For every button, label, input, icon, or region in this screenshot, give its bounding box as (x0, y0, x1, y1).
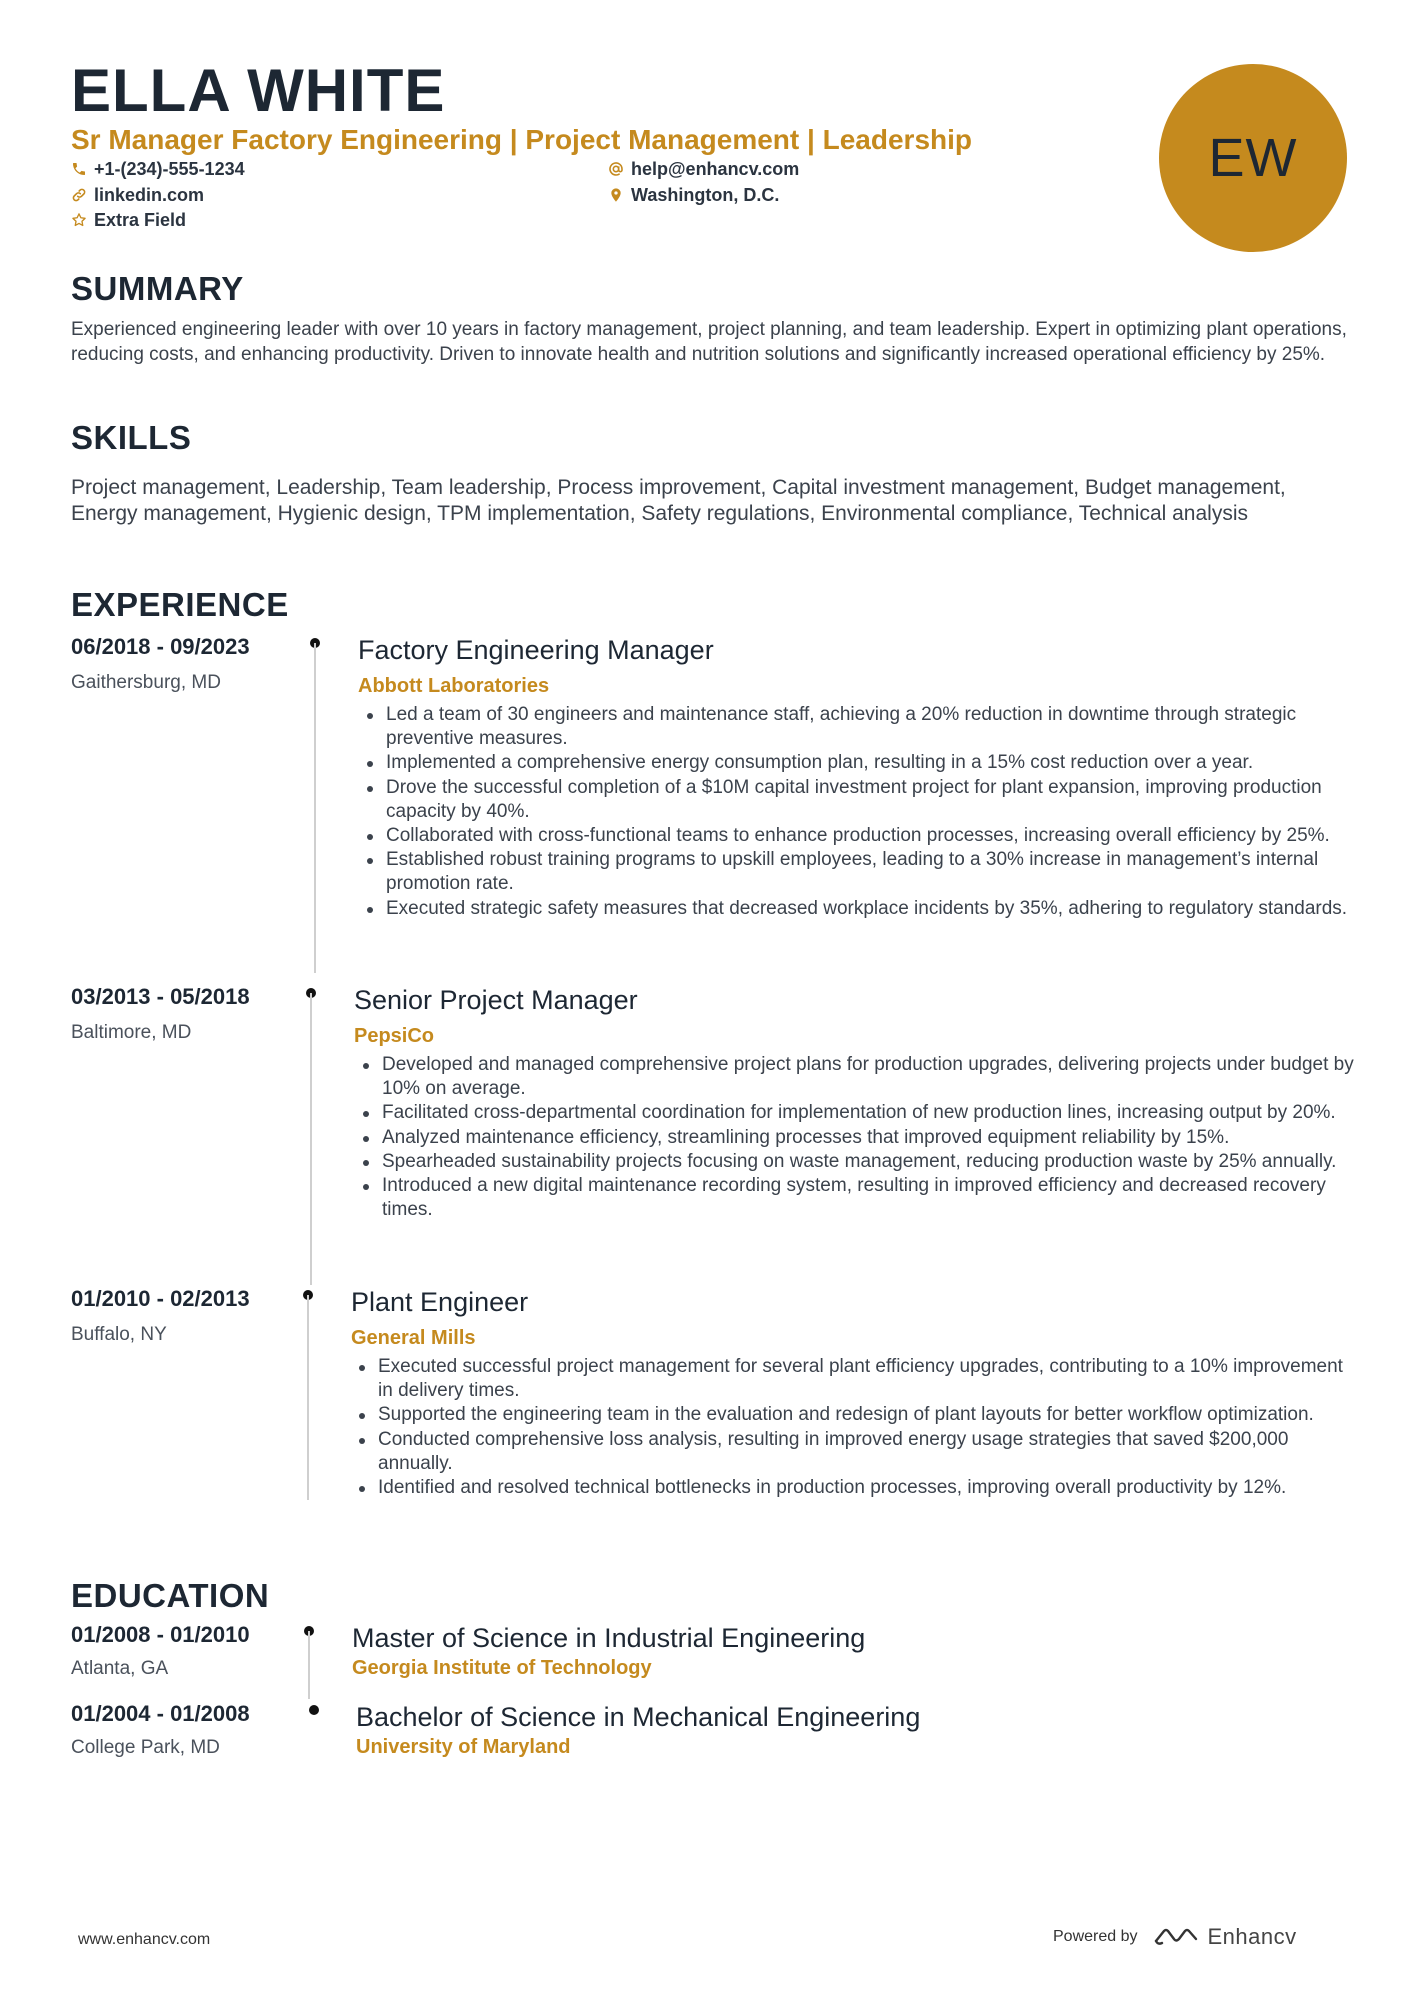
contact-extra (71, 208, 186, 232)
bullet-item: Supported the engineering team in the evaluation and redesign of plant layouts for better workflow optimization. (355, 1403, 1350, 1427)
bullet-item: Established robust training programs to upskill employees, leading to a 30% increase in management’s internal promotion rate. (363, 848, 1353, 896)
experience-location: Baltimore, MD (71, 1022, 192, 1043)
experience-role: Plant Engineer (351, 1287, 529, 1317)
bullet-item: Identified and resolved technical bottlenecks in production processes, improving overall productivity by 12%. (355, 1476, 1350, 1500)
phone-text: +1-(234)-555-1234 (94, 159, 245, 179)
experience-company: PepsiCo (354, 1025, 435, 1047)
bullet-item: Introduced a new digital maintenance recording system, resulting in improved efficiency and decreased recovery times. (359, 1174, 1354, 1222)
education-school: University of Maryland (356, 1736, 571, 1758)
bullet-item: Conducted comprehensive loss analysis, resulting in improved energy usage strategies that saved $200,000 annually. (355, 1428, 1350, 1476)
experience-company: General Mills (351, 1327, 476, 1349)
education-degree: Master of Science in Industrial Engineering (352, 1623, 866, 1653)
linkedin-text: linkedin.com (94, 185, 205, 205)
experience-bullets (363, 703, 1353, 921)
phone-icon (71, 161, 87, 177)
bullet-item: Analyzed maintenance efficiency, streamlining processes that improved equipment reliability by 15%. (359, 1126, 1354, 1150)
experience-company: Abbott Laboratories (358, 675, 550, 697)
powered-by-label: Powered by (1053, 1928, 1138, 1945)
experience-location: Gaithersburg, MD (71, 672, 221, 693)
candidate-name: ELLA WHITE (71, 57, 446, 124)
bullet-item: Developed and managed comprehensive project plans for production upgrades, delivering projects under budget by 10% on average. (359, 1053, 1354, 1101)
brand-logo (1152, 1924, 1297, 1950)
education-location: College Park, MD (71, 1737, 220, 1758)
bullet-item: Spearheaded sustainability projects focusing on waste management, reducing production waste by 25% annually. (359, 1150, 1354, 1174)
contact-email[interactable] (608, 157, 799, 181)
at-icon (608, 161, 624, 177)
education-dates: 01/2004 - 01/2008 (71, 1701, 250, 1726)
link-icon (71, 187, 87, 203)
education-heading: EDUCATION (71, 1577, 270, 1614)
location-text: Washington, D.C. (631, 185, 780, 205)
timeline-line (308, 1631, 310, 1699)
avatar (1159, 64, 1347, 252)
email-text: help@enhancv.com (631, 159, 800, 179)
skills-heading: SKILLS (71, 419, 192, 456)
enhancv-logo-icon (1152, 1925, 1200, 1949)
timeline-line (307, 1295, 309, 1500)
timeline-line (310, 993, 312, 1285)
experience-dates: 01/2010 - 02/2013 (71, 1286, 250, 1311)
skills-text: Project management, Leadership, Team leadership, Process improvement, Capital investment management, Budget management, Energy management, Hygienic design, TPM implementation, Safety regulations, Environmental compliance, Technical analysis (71, 476, 1286, 525)
education-degree: Bachelor of Science in Mechanical Engineering (356, 1702, 921, 1732)
experience-dates: 06/2018 - 09/2023 (71, 634, 250, 659)
education-school: Georgia Institute of Technology (352, 1657, 652, 1679)
education-location: Atlanta, GA (71, 1658, 169, 1679)
contact-linkedin[interactable] (71, 183, 204, 207)
avatar-initials: EW (1208, 128, 1298, 188)
bullet-item: Executed strategic safety measures that decreased workplace incidents by 35%, adhering to regulatory standards. (363, 897, 1353, 921)
summary-heading: SUMMARY (71, 270, 244, 307)
footer-branding[interactable] (1053, 1924, 1297, 1950)
extra-text: Extra Field (94, 210, 187, 230)
experience-dates: 03/2013 - 05/2018 (71, 984, 250, 1009)
bullet-item: Drove the successful completion of a $10M capital investment project for plant expansion, improving production capacity by 40%. (363, 776, 1353, 824)
education-dates: 01/2008 - 01/2010 (71, 1622, 250, 1647)
bullet-item: Implemented a comprehensive energy consumption plan, resulting in a 15% cost reduction over a year. (363, 751, 1353, 775)
contact-phone[interactable] (71, 157, 245, 181)
brand-name: Enhancv (1207, 1924, 1297, 1949)
candidate-title: Sr Manager Factory Engineering | Project Management | Leadership (71, 124, 973, 155)
bullet-item: Executed successful project management for several plant efficiency upgrades, contributing to a 10% improvement in delivery times. (355, 1355, 1350, 1403)
bullet-item: Led a team of 30 engineers and maintenance staff, achieving a 20% reduction in downtime through strategic preventive measures. (363, 703, 1353, 751)
experience-role: Factory Engineering Manager (358, 635, 714, 665)
footer-website[interactable]: www.enhancv.com (78, 1931, 211, 1948)
bullet-item: Collaborated with cross-functional teams to enhance production processes, increasing overall efficiency by 25%. (363, 824, 1353, 848)
experience-location: Buffalo, NY (71, 1324, 167, 1345)
location-pin-icon (608, 187, 624, 203)
timeline-line (314, 643, 316, 973)
contact-location (608, 183, 779, 207)
star-icon (71, 212, 87, 228)
experience-heading: EXPERIENCE (71, 586, 289, 623)
experience-role: Senior Project Manager (354, 985, 638, 1015)
experience-bullets (359, 1053, 1354, 1222)
bullet-item: Facilitated cross-departmental coordination for implementation of new production lines, increasing output by 20%. (359, 1101, 1354, 1125)
timeline-dot (309, 1705, 319, 1715)
summary-text: Experienced engineering leader with over 10 years in factory management, project planning, and team leadership. Expert in optimizing plant operations, reducing costs, and enhancing productivity. Driven to innovate health and nutrition solutions and significantly increased operational efficiency by 25%. (71, 319, 1347, 365)
experience-bullets (355, 1355, 1350, 1500)
